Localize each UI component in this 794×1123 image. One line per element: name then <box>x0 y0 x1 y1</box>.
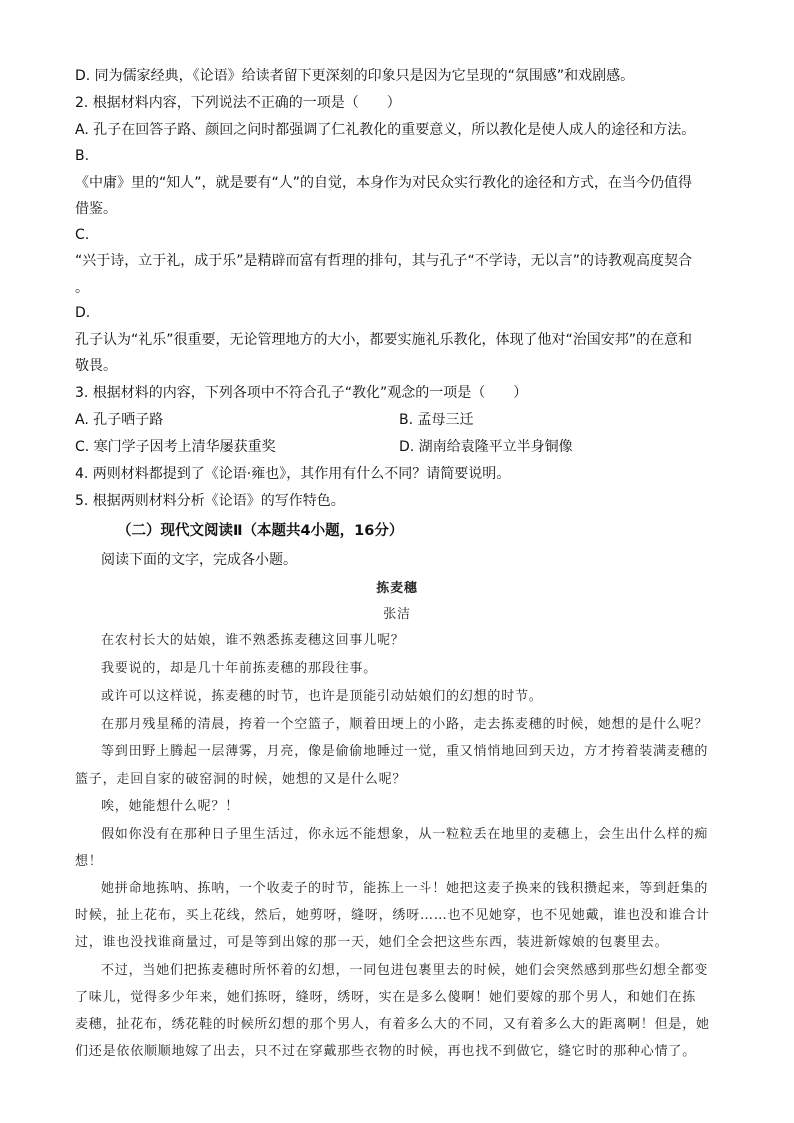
q3-option-d: D. 湖南给袁隆平立半身铜像 <box>399 439 573 455</box>
q1-option-d: D. 同为儒家经典，《论语》给读者留下更深刻的印象只是因为它呈现的“氛围感”和戏剧感。 <box>75 68 635 84</box>
q2-option-b-line2: 借鉴。 <box>75 201 117 217</box>
q4-question: 4. 两则材料都提到了《论语·雍也》，其作用有什么不同？请简要说明。 <box>75 466 511 482</box>
passage-paragraph-8-line3: 过，谁也没找谁商量过，可是等到出嫁的那一天，她们全会把这些东西，装进新嫁娘的包裹里去。 <box>75 935 669 950</box>
passage-paragraph-8-line1: 她拼命地拣呐、拣呐，一个收麦子的时节，能拣上一斗！她把这麦子换来的钱积攒起来，等到赶集的 <box>101 881 709 896</box>
passage-paragraph-5-line1: 等到田野上腾起一层薄雾，月亮，像是偷偷地睡过一觉，重又悄悄地回到天边，方才挎着装满麦穗的 <box>101 744 709 759</box>
passage-paragraph-9-line4: 们还是依依顺顺地嫁了出去，只不过在穿戴那些衣物的时候，再也找不到做它，缝它时的那种心情了。 <box>75 1044 697 1059</box>
q3-option-a: A. 孔子哂子路 <box>75 412 164 428</box>
passage-paragraph-8-line2: 时候，扯上花布，买上花线，然后，她剪呀，缝呀，绣呀……也不见她穿，也不见她戴，谁也没和谁合计 <box>75 908 710 923</box>
passage-paragraph-9-line1: 不过，当她们把拣麦穗时所怀着的幻想，一同包进包裹里去的时候，她们会突然感到那些幻想全都变 <box>101 963 709 978</box>
passage-paragraph-3: 或许可以这样说，拣麦穗的时节，也许是顶能引动姑娘们的幻想的时节。 <box>101 689 543 704</box>
q2-option-d-line2: 敬畏。 <box>75 358 117 374</box>
passage-author: 张洁 <box>383 607 411 622</box>
q2-option-c-label: C. <box>75 227 90 243</box>
q2-option-d-line1: 孔子认为“礼乐”很重要，无论管理地方的大小，都要实施礼乐教化，体现了他对“治国安邦”的在意和 <box>75 332 693 348</box>
q2-option-a: A. 孔子在回答子路、颜回之问时都强调了仁礼教化的重要意义，所以教化是使人成人的途径和方法。 <box>75 122 696 138</box>
q3-option-c: C. 寒门学子因考上清华屡获重奖 <box>75 439 276 455</box>
q3-option-b: B. 孟母三迁 <box>399 412 474 428</box>
passage-title: 拣麦穗 <box>376 581 418 596</box>
passage-paragraph-2: 我要说的，却是几十年前拣麦穗的那段往事。 <box>101 661 378 676</box>
q2-option-c-line1: “兴于诗，立于礼，成于乐”是精辟而富有哲理的排句，其与孔子“不学诗，无以言”的诗教观高度契合 <box>75 253 693 269</box>
q2-option-b-line1: 《中庸》里的“知人”，就是要有“人”的自觉，本身作为对民众实行教化的途径和方式，在当今仍值得 <box>75 175 693 191</box>
passage-paragraph-9-line3: 麦穗，扯花布，绣花鞋的时候所幻想的那个男人，有着多么大的不同，又有着多么大的距离啊！但是，她 <box>75 1017 710 1032</box>
q2-stem: 2. 根据材料内容，下列说法不正确的一项是（ ） <box>75 95 401 111</box>
passage-paragraph-4: 在那月残星稀的清晨，挎着一个空篮子，顺着田埂上的小路，走去拣麦穗的时候，她想的是什么呢？ <box>101 717 709 732</box>
section-instruction: 阅读下面的文字，完成各小题。 <box>101 552 297 568</box>
passage-paragraph-7-line2: 想！ <box>75 854 103 869</box>
q2-option-c-line2: 。 <box>75 280 89 296</box>
section-heading: （二）现代文阅读Ⅱ（本题共4小题，16分） <box>117 523 404 539</box>
q3-stem: 3. 根据材料的内容，下列各项中不符合孔子“教化”观念的一项是（ ） <box>75 385 528 401</box>
q5-question: 5. 根据两则材料分析《论语》的写作特色。 <box>75 493 345 509</box>
passage-paragraph-9-line2: 了味儿，觉得多少年来，她们拣呀，缝呀，绣呀，实在是多么傻啊！她们要嫁的那个男人，和她们在拣 <box>75 990 697 1005</box>
q2-option-d-label: D. <box>75 305 91 321</box>
passage-paragraph-1: 在农村长大的姑娘，谁不熟悉拣麦穗这回事儿呢？ <box>101 633 405 648</box>
passage-paragraph-7-line1: 假如你没有在那种日子里生活过，你永远不能想象，从一粒粒丢在地里的麦穗上，会生出什么样的痴 <box>101 827 709 842</box>
passage-paragraph-5-line2: 篮子，走回自家的破窑洞的时候，她想的又是什么呢？ <box>75 772 407 787</box>
passage-paragraph-6: 唉，她能想什么呢？！ <box>101 799 240 814</box>
q2-option-b-label: B. <box>75 148 90 164</box>
